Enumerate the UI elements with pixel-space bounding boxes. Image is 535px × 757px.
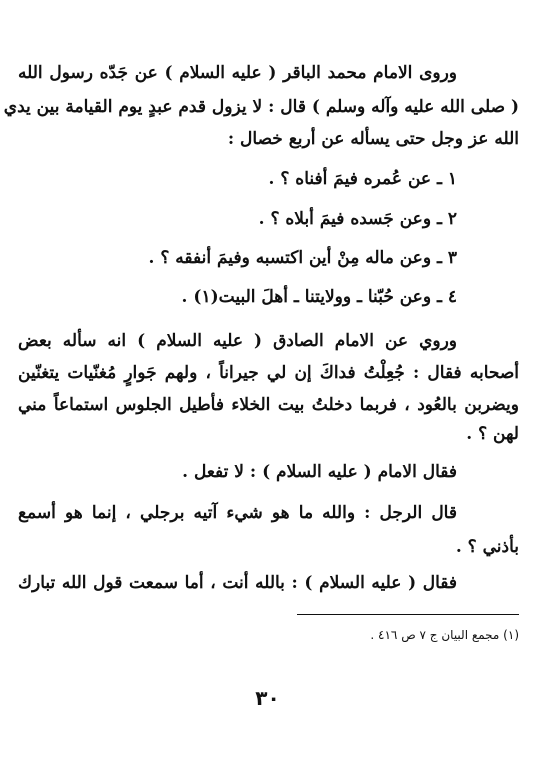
text-line-14: بأذني ؟ . [455,537,519,557]
text-line-1: وروى الامام محمد الباقر ( عليه السلام ) عن جَدّه رسول الله [18,63,457,83]
text-line-2: ( صلى الله عليه وآله وسلم ) قال : لا يزول قدم عبدٍ يوم القيامة بين يدي [3,97,519,117]
text-line-8: وروي عن الامام الصادق ( عليه السلام ) انه سأله بعض [18,331,457,351]
text-line-15: فقال ( عليه السلام ) : بالله أنت ، أما سمعت قول الله تبارك [18,573,457,593]
list-item-3: ٣ ـ وعن ماله مِنْ أين اكتسبه وفيمَ أنفقه ؟ . [148,248,457,268]
text-line-10: ويضربن بالعُود ، فربما دخلتُ بيت الخلاء فأطيل الجلوس استماعاً مني [18,395,519,415]
text-line-12: فقال الامام ( عليه السلام ) : لا تفعل . [182,462,457,482]
footnote-divider [297,614,519,615]
text-line-3: الله عز وجل حتى يسأله عن أربع خصال : [227,129,519,149]
list-item-1: ١ ـ عن عُمره فيمَ أفناه ؟ . [268,169,457,189]
text-line-11: لهن ؟ . [466,424,519,444]
list-item-2: ٢ ـ وعن جَسده فيمَ أبلاه ؟ . [258,209,457,229]
list-item-4: ٤ ـ وعن حُبّنا ـ وولايتنا ـ أهلَ البيت(١) . [181,287,457,307]
text-line-9: أصحابه فقال : جُعِلْتُ فداكَ إن لي جيراناً ، ولهم جَوارٍ مُغنّيات يتغنّين [18,363,519,383]
text-line-13: قال الرجل : والله ما هو شيء آتيه برجلي ، إنما هو أسمع [18,503,457,523]
page-number: ٣٠ [255,686,280,710]
footnote: (١) مجمع البيان ج ٧ ص ٤١٦ . [370,628,519,642]
